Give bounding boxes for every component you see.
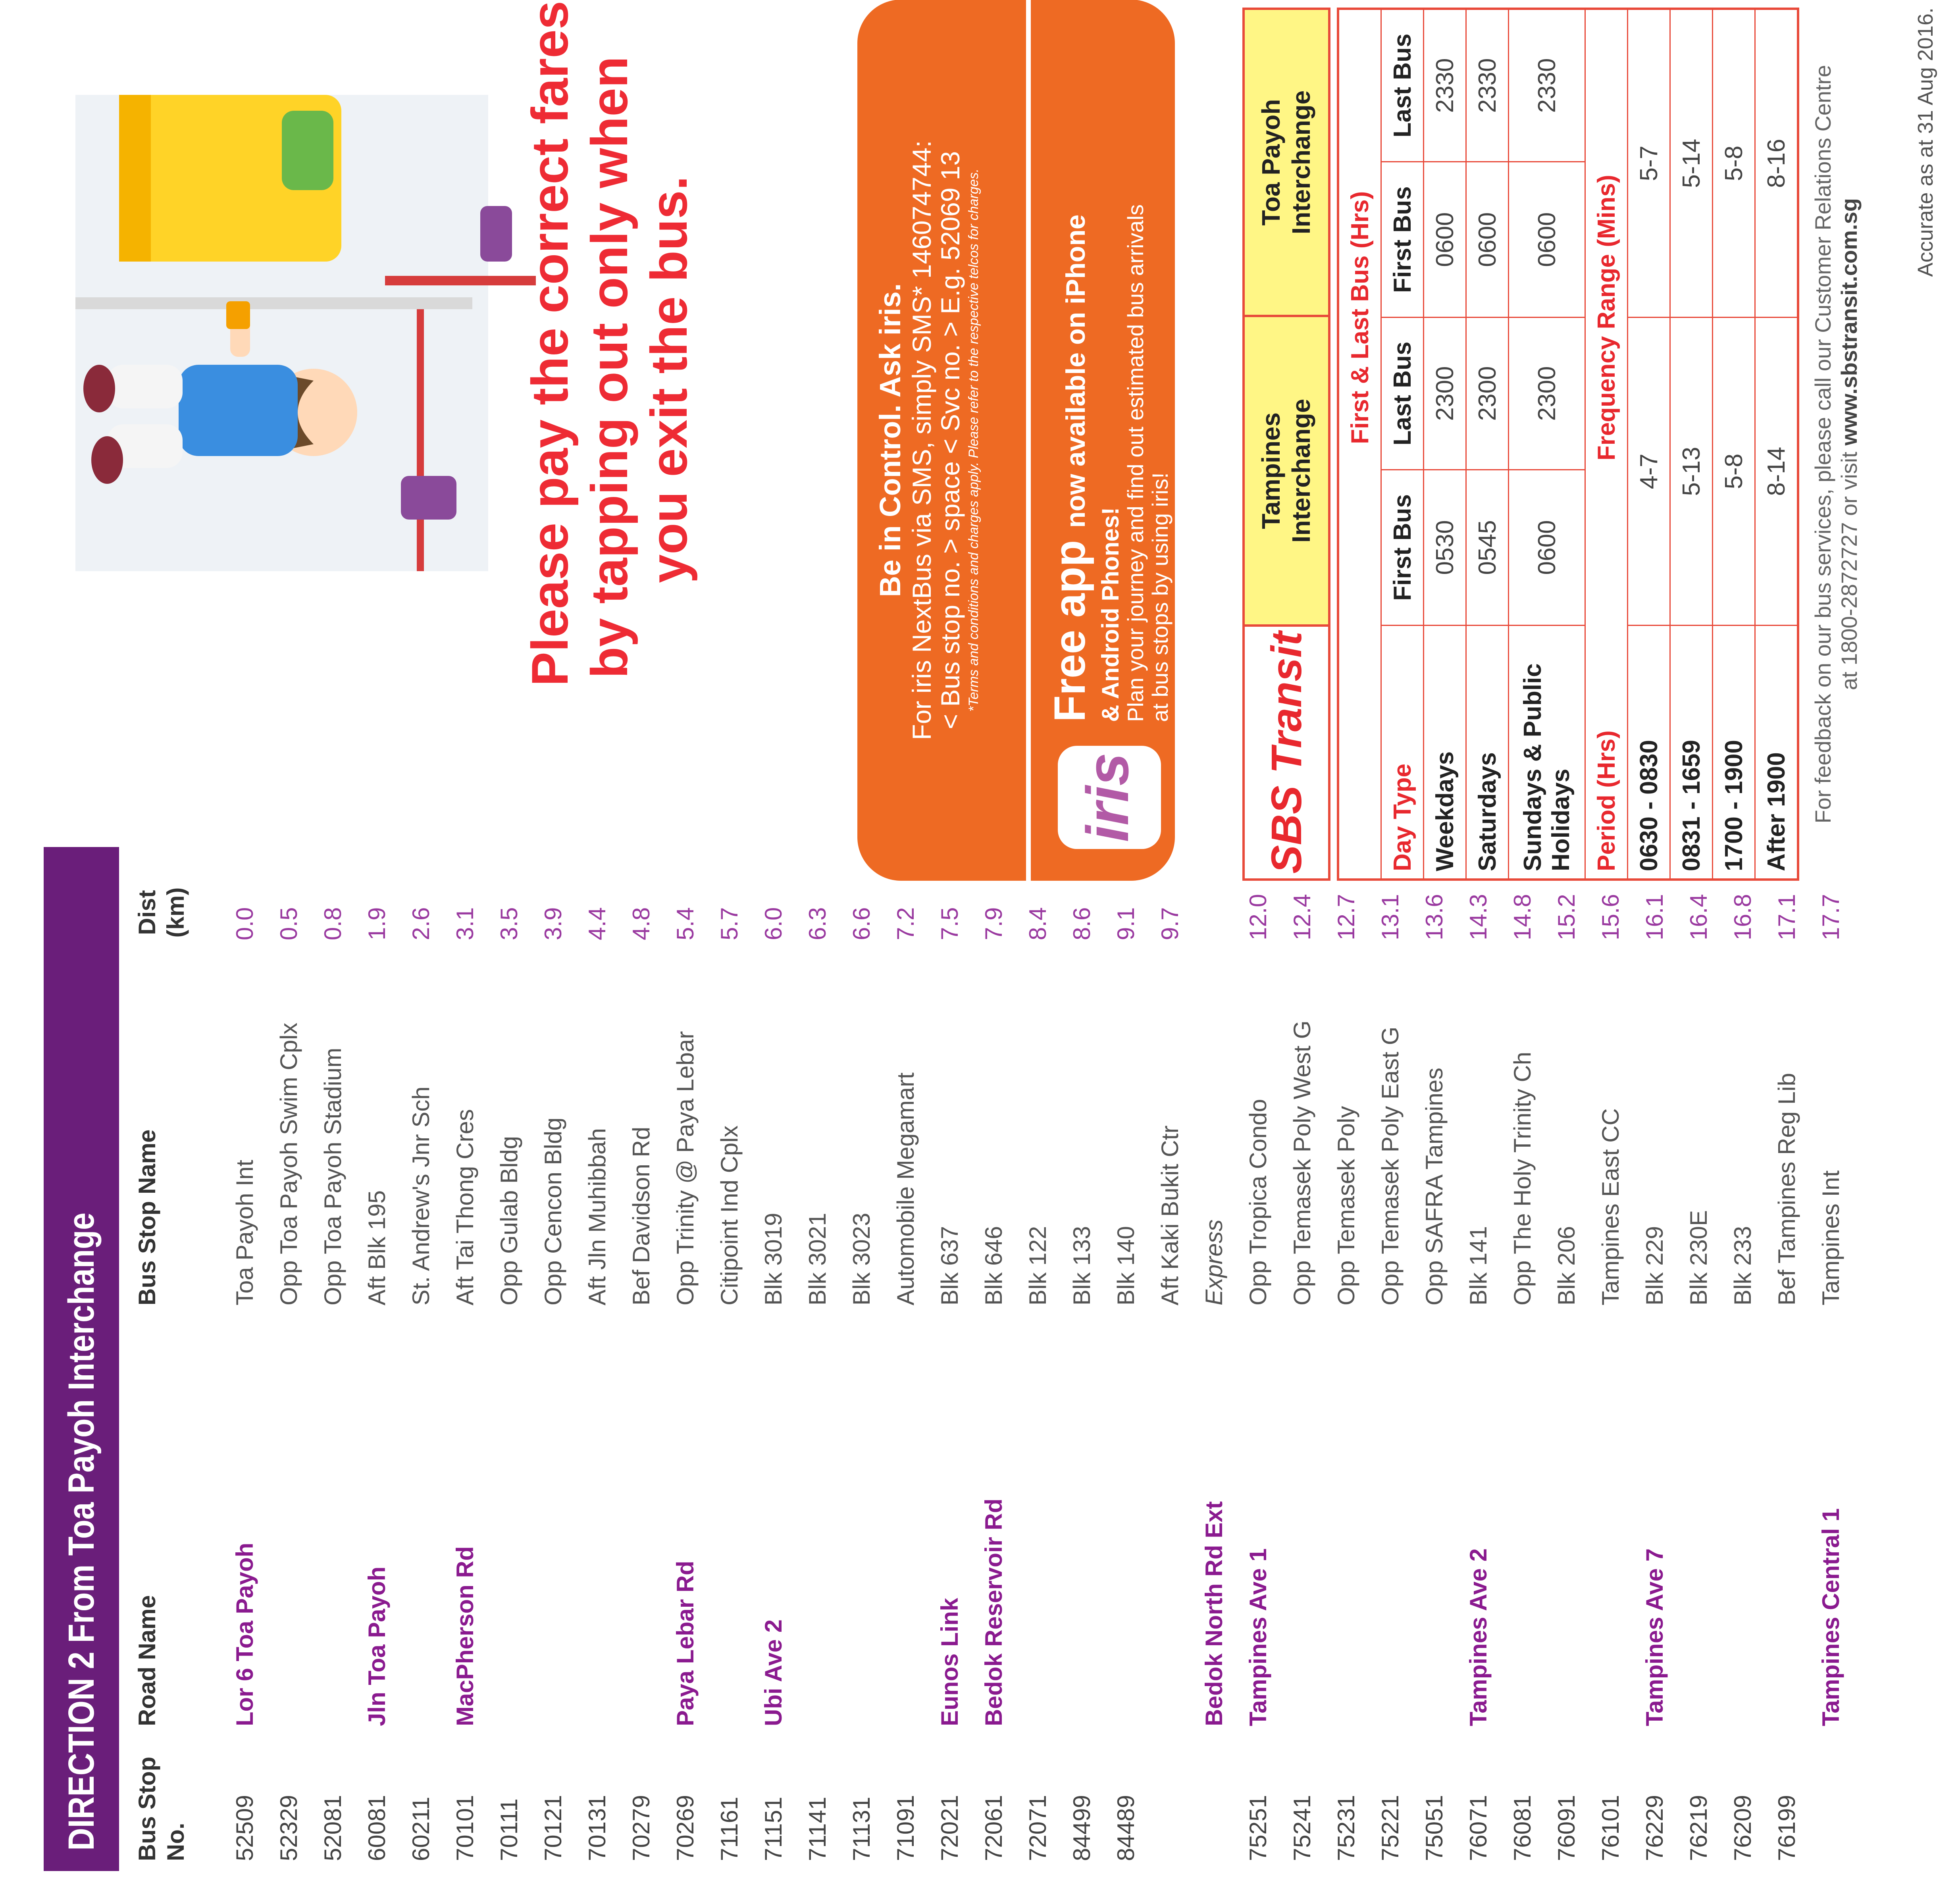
stop-name: Blk 646 [980,1226,1007,1305]
table-row [354,805,399,1877]
road-name: Jln Toa Payoh [364,1566,390,1726]
stop-name: Toa Payoh Int [231,1160,258,1305]
distance: 14.8 [1509,894,1536,940]
stop-name: Opp SAFRA Tampines [1421,1067,1448,1305]
stop-name: Blk 3023 [848,1213,875,1305]
table-row [1280,805,1324,1877]
row-sundays: Sundays & Public Holidays 0600 2300 0600 2330 [1509,9,1585,880]
table-row [927,805,971,1877]
iris-sms-format: < Bus stop no. > space < Svc no. > E.g. 52069 13 [936,151,965,730]
distance: 16.1 [1641,894,1668,940]
stop-number: 52081 [320,1795,346,1861]
stop-number: 75221 [1377,1795,1404,1861]
bus-stop-list [222,805,1852,1877]
table-row [1456,805,1500,1877]
road-name: Bedok Reservoir Rd [980,1498,1007,1726]
iris-sms-instructions: For iris NextBus via SMS, simply SMS* 146074744: [907,140,936,740]
distance: 16.4 [1685,894,1712,940]
table-row [575,805,619,1877]
stop-name: Tampines Int [1818,1170,1844,1305]
tap-out-illustration [60,71,552,587]
table-row [310,805,354,1877]
stop-number: 60211 [408,1796,434,1861]
stop-name: Aft Blk 195 [364,1190,390,1305]
stop-name: Blk 3019 [760,1213,787,1305]
distance: 8.4 [1024,907,1051,940]
stop-number: 75051 [1421,1795,1448,1861]
iris-desc-line2: at bus stops by using iris! [1148,472,1173,722]
toa-payoh-interchange-header: Toa Payoh Interchange [1245,10,1328,315]
table-row [1148,805,1192,1877]
stop-name: Automobile Megamart [892,1072,919,1305]
stop-name: St. Andrew's Jnr Sch [408,1086,434,1305]
table-row [1676,805,1720,1877]
stop-number: 76081 [1509,1795,1536,1861]
table-row [619,805,663,1877]
stop-name: Aft Kaki Bukit Ctr [1157,1125,1183,1305]
table-row [1764,805,1808,1877]
stop-name: Blk 233 [1729,1226,1756,1305]
col-stop-no: Bus Stop No. [134,1756,189,1861]
table-row [1192,805,1236,1877]
distance: 5.4 [672,907,699,940]
table-row [1412,805,1456,1877]
sbs-website-link[interactable]: www.sbstransit.com.sg [1837,198,1862,446]
stop-name: Blk 140 [1113,1226,1139,1305]
stop-name: Blk 133 [1069,1226,1095,1305]
distance: 0.0 [231,907,258,940]
tap-out-message: Please pay the correct fares by tapping out only when you exit the bus. [521,0,698,686]
direction-title: DIRECTION 2 From Toa Payoh Interchange [44,847,119,1871]
table-row [531,805,575,1877]
distance: 14.3 [1465,894,1492,940]
stop-number: 71151 [760,1796,787,1861]
stop-name: Opp The Holy Trinity Ch [1509,1051,1536,1305]
table-row [1103,805,1148,1877]
road-name: MacPherson Rd [452,1546,478,1726]
stop-name: Blk 206 [1553,1226,1580,1305]
row-saturdays: Saturdays 0545 2300 0600 2330 [1466,9,1509,880]
stop-number: 84499 [1069,1795,1095,1861]
stop-name: Bef Tampines Reg Lib [1773,1073,1800,1305]
stop-name: Opp Cencon Bldg [540,1117,566,1305]
stop-name: Opp Trinity @ Paya Lebar [672,1031,699,1305]
stop-number: 76091 [1553,1795,1580,1861]
iris-promo-box [857,0,1175,881]
stop-name: Opp Toa Payoh Stadium [320,1047,346,1305]
stop-name: Blk 141 [1465,1226,1492,1305]
stop-name: Opp Toa Payoh Swim Cplx [275,1022,302,1305]
distance: 7.9 [980,907,1007,940]
row-period-3: 1700 - 1900 5-8 5-8 [1713,9,1755,880]
iris-desc-line1: Plan your journey and find out estimated bus arrivals [1123,204,1148,722]
table-row [1324,805,1368,1877]
first-last-bus-heading: First & Last Bus (Hrs) [1338,9,1381,626]
iris-divider [1026,0,1031,881]
distance: 6.0 [760,907,787,940]
distance: 6.6 [848,907,875,940]
stop-name: Aft Jln Muhibbah [584,1128,610,1305]
distance: 0.8 [320,907,346,940]
distance: 15.6 [1597,894,1624,940]
table-row [1808,805,1852,1877]
col-distance: Dist (km) [134,887,189,938]
distance: 12.0 [1245,894,1271,940]
distance: 4.4 [584,907,610,940]
stop-number: 70131 [584,1795,610,1861]
table-row [1588,805,1632,1877]
distance: 7.2 [892,907,919,940]
distance: 15.2 [1553,894,1580,940]
table-row [443,805,487,1877]
table-row [663,805,707,1877]
period-heading: Period (Hrs) [1585,626,1628,880]
first-last-bus-table: First & Last Bus (Hrs) Day Type First Bus Last Bus First Bus Last Bus Weekdays 0530 2300 0600 2330 Saturdays 0545 2300 0600 2330 Sundays & Public Holidays 0600 2300 0600 2330 Period (Hrs) Frequency Range (Mins) 0630 - 0830 4-7 5-7 0831 - 1659 5-13 5-14 1700 - 1900 5-8 5-8 After 1900 8-14 8-16 [1337,8,1799,881]
distance: 2.6 [408,907,434,940]
table-row [839,805,883,1877]
road-name: Tampines Ave 7 [1641,1548,1668,1726]
stop-number: 76209 [1729,1795,1756,1861]
stop-number: 75251 [1245,1795,1271,1861]
distance: 6.3 [804,907,831,940]
distance: 12.4 [1289,894,1315,940]
distance: 3.5 [496,907,522,940]
stop-name: Bef Davidson Rd [628,1126,655,1305]
distance: 0.5 [275,907,302,940]
stop-number: 76199 [1773,1795,1800,1861]
distance: 9.1 [1113,907,1139,940]
android-note: & Android Phones! [1097,507,1124,722]
stop-name: Opp Temasek Poly East G [1377,1026,1404,1305]
stop-number: 75231 [1333,1795,1359,1861]
stop-number: 84489 [1113,1795,1139,1861]
col-stop-name: Bus Stop Name [134,1129,160,1305]
distance: 9.7 [1157,907,1183,940]
stop-name: Opp Tropica Condo [1245,1099,1271,1305]
table-row [707,805,751,1877]
stop-name: Citipoint Ind Cplx [716,1125,743,1305]
distance: 12.7 [1333,894,1359,940]
stop-number: 76101 [1597,1795,1624,1861]
distance: 3.9 [540,907,566,940]
table-row [1368,805,1412,1877]
iris-terms: *Terms and conditions and charges apply. Please refer to the respective telcos for charges. [966,168,981,712]
day-type-heading: Day Type [1381,626,1424,880]
table-row [1544,805,1588,1877]
free-app-heading: Free app now available on iPhone [1045,214,1094,722]
row-period-4: After 1900 8-14 8-16 [1755,9,1798,880]
table-row [487,805,531,1877]
stop-number: 70101 [452,1795,478,1861]
accuracy-date: Accurate as at 31 Aug 2016. [1914,8,1937,277]
road-name: Lor 6 Toa Payoh [231,1542,258,1726]
road-name: Bedok North Rd Ext [1201,1501,1227,1726]
stop-number: 76229 [1641,1795,1668,1861]
table-row [1015,805,1059,1877]
table-row [751,805,795,1877]
stop-name: Blk 122 [1024,1226,1051,1305]
table-row [1632,805,1676,1877]
distance: 7.5 [936,907,963,940]
stop-name: Blk 229 [1641,1226,1668,1305]
distance: 8.6 [1069,907,1095,940]
stop-number: 76219 [1685,1795,1712,1861]
stop-number: 71161 [716,1796,743,1861]
stop-name: Opp Gulab Bldg [496,1136,522,1305]
row-weekdays: Weekdays 0530 2300 0600 2330 [1424,9,1466,880]
distance: 5.7 [716,907,743,940]
frequency-heading: Frequency Range (Mins) [1585,9,1628,626]
road-name: Paya Lebar Rd [672,1561,699,1726]
distance: 13.6 [1421,894,1448,940]
table-row [883,805,927,1877]
road-name: Tampines Central 1 [1818,1508,1844,1726]
stop-name: Aft Tai Thong Cres [452,1109,478,1305]
stop-number: 70269 [672,1795,699,1861]
table-row [795,805,839,1877]
stop-name: Blk 230E [1685,1210,1712,1305]
table-row [971,805,1015,1877]
stop-name: Blk 637 [936,1226,963,1305]
stop-number: 70279 [628,1795,655,1861]
table-row [1059,805,1103,1877]
road-name: Ubi Ave 2 [760,1619,787,1726]
table-row [399,805,443,1877]
stop-number: 52509 [231,1795,258,1861]
road-name: Tampines Ave 2 [1465,1548,1492,1726]
road-name: Eunos Link [936,1598,963,1726]
table-row [1500,805,1544,1877]
stop-name: Express [1201,1219,1227,1305]
feedback-note: For feedback on our bus services, please call our Customer Relations Centre at 1800-2872727 or visit www.sbstransit.com.sg [1810,65,1862,824]
stop-name: Opp Temasek Poly West G [1289,1020,1315,1305]
stop-name: Blk 3021 [804,1213,831,1305]
distance: 17.7 [1818,894,1844,940]
distance: 17.1 [1773,894,1800,940]
col-road-name: Road Name [134,1595,160,1726]
stop-number: 71091 [892,1795,919,1861]
table-row [222,805,266,1877]
stop-number: 60081 [364,1795,390,1861]
stop-number: 72061 [980,1795,1007,1861]
stop-number: 71131 [848,1796,875,1861]
row-period-1: 0630 - 0830 4-7 5-7 [1628,9,1670,880]
stop-number: 72021 [936,1795,963,1861]
stop-name: Tampines East CC [1597,1108,1624,1305]
stop-number: 70111 [496,1798,522,1861]
table-row [1236,805,1280,1877]
table-row [266,805,310,1877]
iris-title: Be in Control. Ask iris. [874,283,907,597]
distance: 3.1 [452,907,478,940]
iris-app-logo: iris [1058,746,1161,849]
distance: 4.8 [628,907,655,940]
road-name: Tampines Ave 1 [1245,1548,1271,1726]
sbs-transit-logo: SBS Transit [1245,624,1328,878]
distance: 16.8 [1729,894,1756,940]
stop-number: 71141 [804,1796,831,1861]
stop-name: Opp Temasek Poly [1333,1106,1359,1305]
stop-number: 75241 [1289,1795,1315,1861]
tampines-interchange-header: Tampines Interchange [1245,315,1328,624]
stop-number: 70121 [540,1795,566,1861]
distance: 13.1 [1377,894,1404,940]
stop-number: 52329 [275,1795,302,1861]
sbs-schedule [1242,8,1799,881]
stop-number: 76071 [1465,1795,1492,1861]
row-period-2: 0831 - 1659 5-13 5-14 [1670,9,1713,880]
distance: 1.9 [364,907,390,940]
table-row [1720,805,1764,1877]
stop-number: 72071 [1024,1795,1051,1861]
